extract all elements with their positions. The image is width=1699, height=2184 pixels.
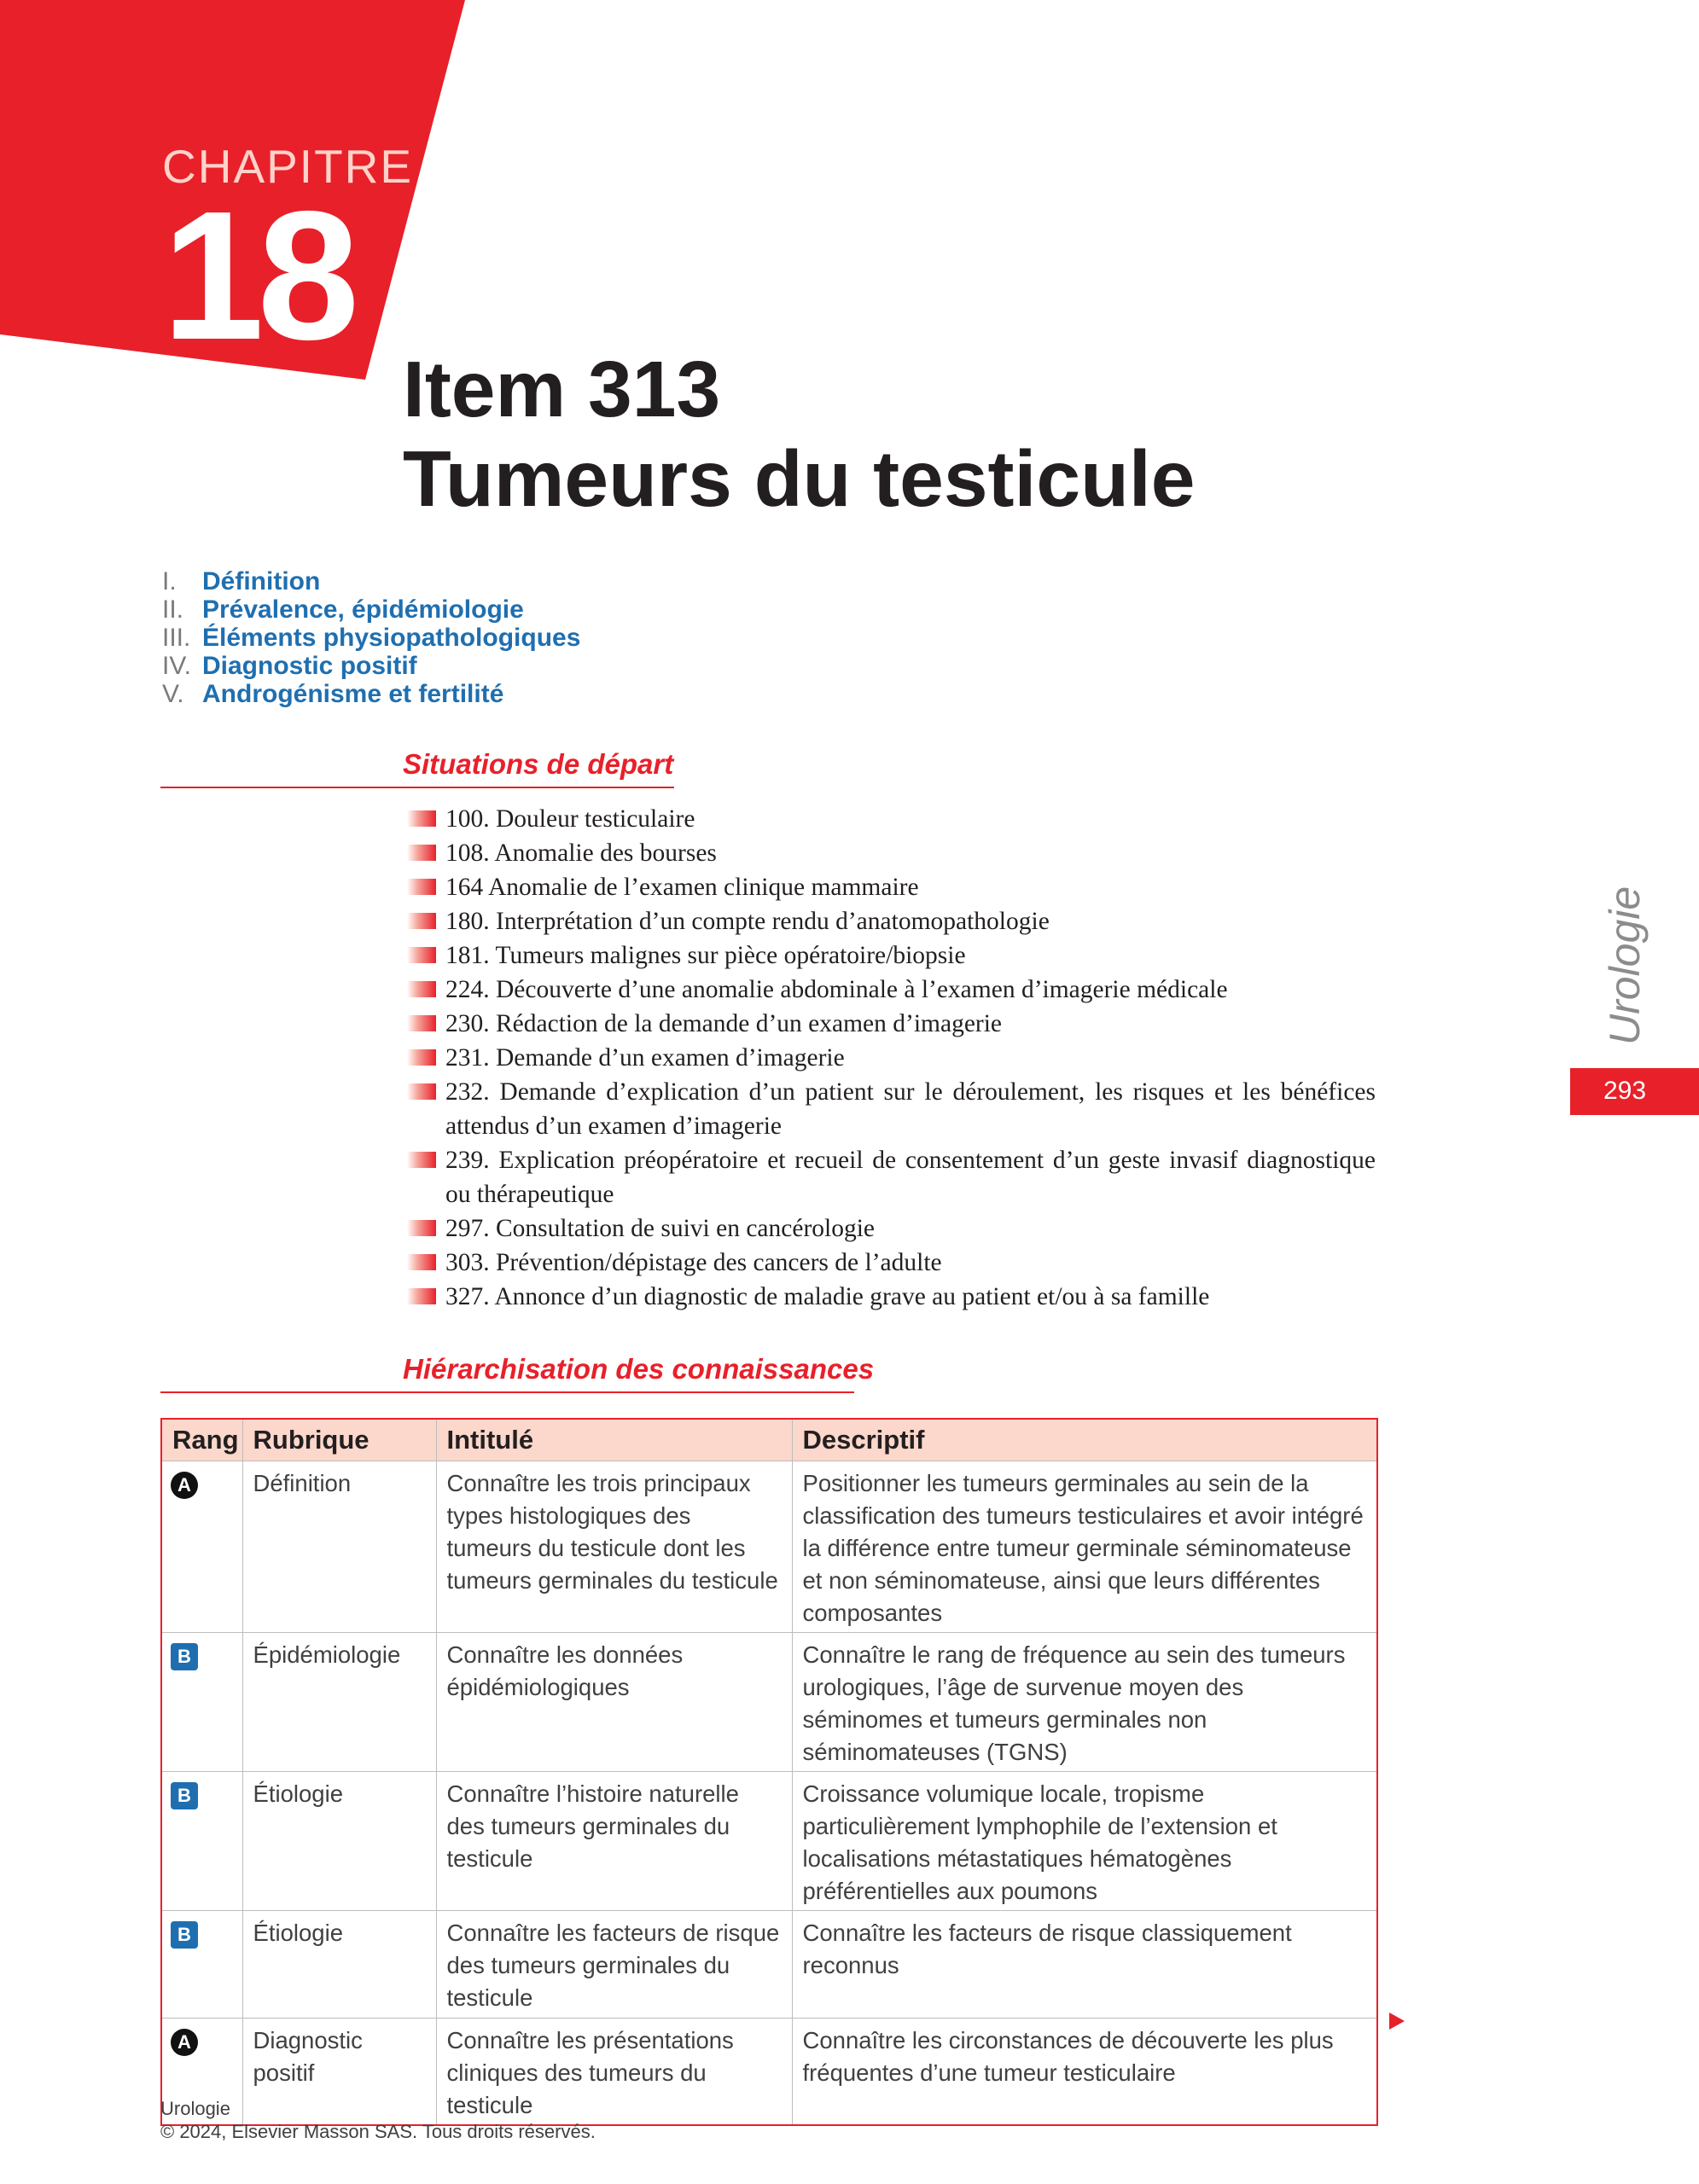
situation-text: 297. Consultation de suivi en cancérologie [445, 1215, 876, 1242]
section-side-label: Urologie [1601, 886, 1649, 1045]
toc-link[interactable]: Diagnostic positif [202, 651, 417, 680]
rank-badge: A [171, 2029, 198, 2056]
rubrique-cell: Définition [242, 1461, 436, 1633]
descriptif-cell: Croissance volumique locale, tropisme particulièrement lymphophile de l’extension et localisations métastatiques hématogènes préférentielles aux poumons [792, 1772, 1377, 1911]
toc-link[interactable]: Prévalence, épidémiologie [202, 595, 524, 624]
toc-number: II. [162, 595, 184, 624]
header-intitule: Intitulé [436, 1419, 792, 1461]
square-bullet-icon [407, 810, 436, 827]
square-bullet-icon [407, 845, 436, 861]
table-row [161, 1461, 1377, 1633]
intitule-cell: Connaître l’histoire naturelle des tumeurs germinales du testicule [436, 1772, 792, 1911]
table-row [161, 1772, 1377, 1911]
situation-text: 108. Anomalie des bourses [445, 839, 717, 867]
square-bullet-icon [407, 1288, 436, 1304]
toc-number: IV. [162, 651, 191, 680]
toc-number: I. [162, 566, 177, 595]
item-title: Item 313 [403, 345, 721, 433]
header-descriptif: Descriptif [792, 1419, 1377, 1461]
situation-item [407, 973, 1376, 1007]
situation-text: 327. Annonce d’un diagnostic de maladie grave au patient et/ou à sa famille [445, 1283, 1210, 1310]
situation-text: 303. Prévention/dépistage des cancers de l’adulte [445, 1249, 942, 1276]
toc-link[interactable]: Éléments physiopathologiques [202, 623, 581, 652]
situation-item [407, 836, 1376, 870]
situations-rule [160, 787, 674, 788]
descriptif-cell: Connaître les facteurs de risque classiquement reconnus [792, 1911, 1377, 2018]
intitule-cell: Connaître les présentations cliniques des tumeurs du testicule [436, 2018, 792, 2126]
situations-list [407, 802, 1376, 1314]
situation-text: 180. Interprétation d’un compte rendu d’anatomopathologie [445, 908, 1050, 935]
situation-text: 224. Découverte d’une anomalie abdominale à l’examen d’imagerie médicale [445, 976, 1228, 1003]
square-bullet-icon [407, 981, 436, 997]
chapter-label: CHAPITRE [162, 140, 414, 193]
situation-text: 181. Tumeurs malignes sur pièce opératoire/biopsie [445, 942, 966, 969]
descriptif-cell: Connaître les circonstances de découverte les plus fréquentes d’une tumeur testiculaire [792, 2018, 1377, 2126]
square-bullet-icon [407, 879, 436, 895]
descriptif-cell: Positionner les tumeurs germinales au sein de la classification des tumeurs testiculaires et avoir intégré la différence entre tumeur germinale séminomateuse et non séminomateuse, ainsi que leurs différentes composantes [792, 1461, 1377, 1633]
situation-item [407, 1211, 1376, 1246]
continue-arrow-icon [1389, 2013, 1405, 2030]
square-bullet-icon [407, 913, 436, 929]
rank-badge: B [171, 1921, 198, 1949]
toc-link[interactable]: Définition [202, 566, 321, 595]
descriptif-cell: Connaître le rang de fréquence au sein des tumeurs urologiques, l’âge de survenue moyen des séminomes et tumeurs germinales non séminomateuses (TGNS) [792, 1633, 1377, 1772]
situation-text: 100. Douleur testiculaire [445, 805, 695, 833]
situation-item [407, 1280, 1376, 1314]
situation-item [407, 1041, 1376, 1075]
knowledge-rule [160, 1391, 854, 1393]
intitule-cell: Connaître les trois principaux types histologiques des tumeurs du testicule dont les tumeurs germinales du testicule [436, 1461, 792, 1633]
square-bullet-icon [407, 1254, 436, 1270]
situation-item [407, 802, 1376, 836]
square-bullet-icon [407, 947, 436, 963]
square-bullet-icon [407, 1049, 436, 1066]
header-rubrique: Rubrique [242, 1419, 436, 1461]
situation-item [407, 870, 1376, 904]
toc-item[interactable] [162, 680, 580, 708]
footer-copyright: © 2024, Elsevier Masson SAS. Tous droits réservés. [160, 2121, 596, 2142]
table-header-row [161, 1419, 1377, 1461]
rubrique-cell: Étiologie [242, 1772, 436, 1911]
rubrique-cell: Épidémiologie [242, 1633, 436, 1772]
table-of-contents [162, 567, 580, 708]
square-bullet-icon [407, 1152, 436, 1168]
situation-text: 231. Demande d’un examen d’imagerie [445, 1044, 845, 1072]
rank-badge: A [171, 1472, 198, 1499]
intitule-cell: Connaître les données épidémiologiques [436, 1633, 792, 1772]
chapter-number: 18 [162, 172, 353, 378]
toc-item[interactable] [162, 624, 580, 652]
table-row [161, 1633, 1377, 1772]
intitule-cell: Connaître les facteurs de risque des tumeurs germinales du testicule [436, 1911, 792, 2018]
toc-item[interactable] [162, 595, 580, 624]
page-number: 293 [1603, 1077, 1647, 1105]
footer [160, 2097, 596, 2143]
situation-text: 164 Anomalie de l’examen clinique mammaire [445, 874, 919, 901]
square-bullet-icon [407, 1083, 436, 1100]
chapter-title: Tumeurs du testicule [403, 434, 1196, 523]
rang-cell [161, 1461, 242, 1633]
situation-item [407, 1075, 1376, 1143]
knowledge-heading: Hiérarchisation des connaissances [403, 1353, 875, 1385]
rang-cell [161, 1772, 242, 1911]
situation-item [407, 1143, 1376, 1211]
toc-number: III. [162, 623, 191, 652]
situation-text: 239. Explication préopératoire et recueil de consentement d’un geste invasif diagnostique ou thérapeutique [445, 1147, 1376, 1208]
square-bullet-icon [407, 1220, 436, 1236]
rang-cell [161, 1633, 242, 1772]
toc-number: V. [162, 679, 184, 708]
rank-badge: B [171, 1643, 198, 1670]
situation-item [407, 938, 1376, 973]
rang-cell [161, 1911, 242, 2018]
table-row [161, 1911, 1377, 2018]
rubrique-cell: Étiologie [242, 1911, 436, 2018]
situation-item [407, 1246, 1376, 1280]
knowledge-table [160, 1418, 1378, 2126]
toc-item[interactable] [162, 652, 580, 680]
situation-item [407, 904, 1376, 938]
situation-text: 232. Demande d’explication d’un patient sur le déroulement, les risques et les bénéfices attendus d’un examen d’imagerie [445, 1078, 1376, 1140]
footer-book-title: Urologie [160, 2098, 230, 2119]
situation-text: 230. Rédaction de la demande d’un examen d’imagerie [445, 1010, 1003, 1037]
rubrique-cell: Diagnostic positif [242, 2018, 436, 2126]
toc-link[interactable]: Androgénisme et fertilité [202, 679, 504, 708]
rank-badge: B [171, 1782, 198, 1809]
header-rang: Rang [161, 1419, 242, 1461]
toc-item[interactable] [162, 567, 580, 595]
situations-heading: Situations de départ [403, 748, 674, 780]
situation-item [407, 1007, 1376, 1041]
square-bullet-icon [407, 1015, 436, 1031]
